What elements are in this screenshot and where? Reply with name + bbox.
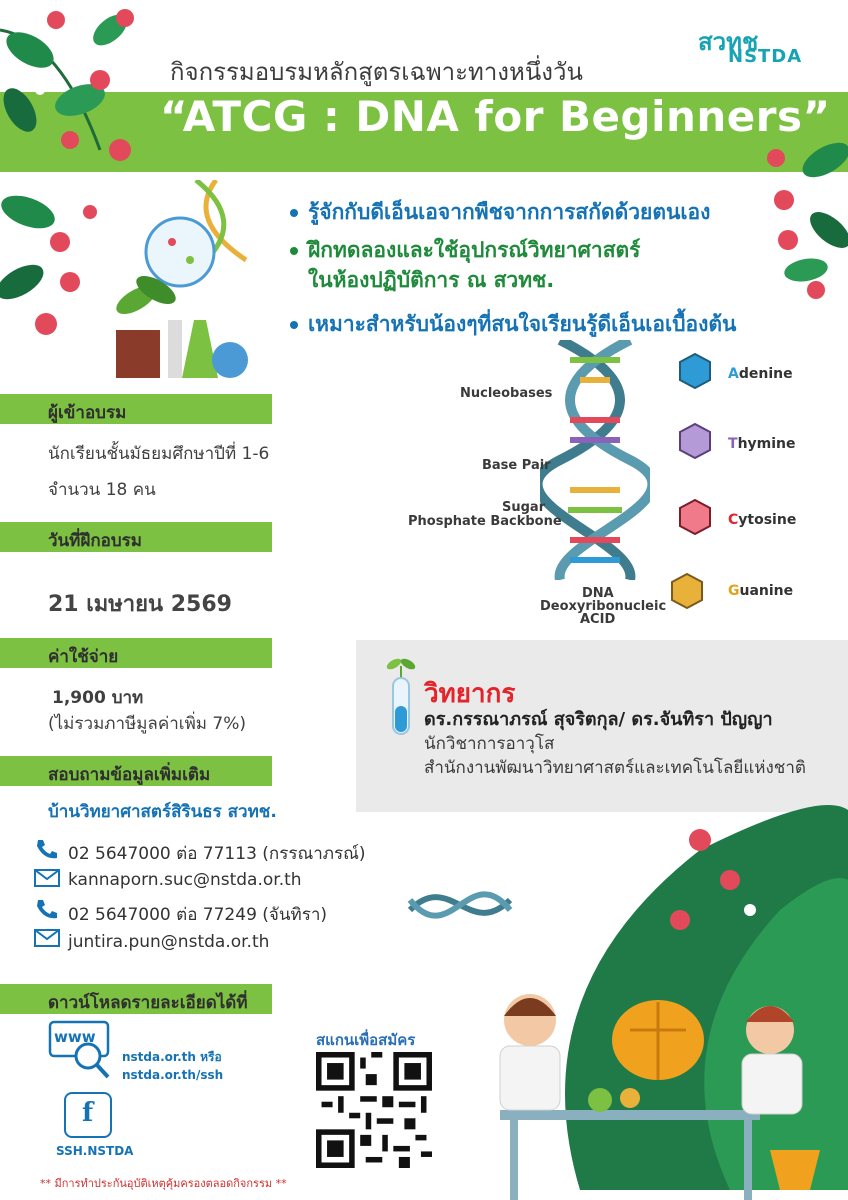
thymine-molecule-icon bbox=[670, 422, 720, 466]
bullet-item-continued: ในห้องปฏิบัติการ ณ สวทช. bbox=[308, 268, 555, 292]
cost-note: (ไม่รวมภาษีมูลค่าเพิ่ม 7%) bbox=[48, 714, 246, 734]
strawberry-plant-top-left bbox=[0, 0, 160, 180]
section-participants: ผู้เข้าอบรม bbox=[0, 394, 272, 424]
section-date: วันที่ฝึกอบรม bbox=[0, 522, 272, 552]
speaker-names: ดร.กรรณาภรณ์ สุจริตกุล/ ดร.จันทิรา ปัญญา bbox=[424, 709, 773, 730]
label-deoxyribonucleic: Deoxyribonucleic bbox=[540, 599, 667, 614]
dna-helix-diagram bbox=[540, 340, 650, 580]
base-adenine: Adenine bbox=[728, 366, 793, 382]
section-download: ดาวน์โหลดรายละเอียดได้ที่ bbox=[0, 984, 272, 1014]
speaker-position: นักวิชาการอาวุโส bbox=[424, 734, 555, 754]
email-icon bbox=[34, 866, 60, 888]
nstda-logo: สวทช NSTDA bbox=[698, 28, 803, 67]
bullet-item: เหมาะสำหรับน้องๆที่สนใจเรียนรู้ดีเอ็นเอเบื้องต้น bbox=[290, 308, 736, 341]
insurance-footnote: ** มีการทำประกันอุบัติเหตุคุ้มครองตลอดกิจกรรม ** bbox=[40, 1177, 287, 1190]
contact-phone-2[interactable]: 02 5647000 ต่อ 77249 (จันทิรา) bbox=[68, 905, 328, 925]
lab-illustration bbox=[106, 180, 266, 380]
strawberry-plant-right bbox=[756, 130, 848, 300]
label-nucleobases: Nucleobases bbox=[460, 386, 553, 401]
guanine-molecule-icon bbox=[660, 572, 720, 616]
test-tube-plant-icon bbox=[386, 656, 416, 738]
link-nstda[interactable]: nstda.or.th หรือ bbox=[122, 1050, 222, 1064]
adenine-molecule-icon bbox=[670, 352, 720, 396]
section-cost: ค่าใช้จ่าย bbox=[0, 638, 272, 668]
www-search-icon: www bbox=[48, 1020, 112, 1080]
base-guanine: Guanine bbox=[728, 583, 794, 599]
bullet-item: ฝึกทดลองและใช้อุปกรณ์วิทยาศาสตร์ bbox=[290, 234, 640, 267]
facebook-icon: f bbox=[64, 1092, 112, 1138]
bullet-dot-icon bbox=[290, 247, 298, 255]
event-subtitle: กิจกรรมอบรมหลักสูตรเฉพาะทางหนึ่งวัน bbox=[170, 58, 583, 86]
bullet-item: รู้จักกับดีเอ็นเอจากพืชจากการสกัดด้วยตนเอง bbox=[290, 196, 710, 229]
strawberry-plant-left bbox=[0, 182, 100, 352]
facebook-page-link[interactable]: SSH.NSTDA bbox=[56, 1144, 134, 1158]
cost-value: 1,900 บาท bbox=[52, 688, 144, 708]
label-acid: ACID bbox=[580, 612, 616, 627]
phone-icon bbox=[34, 898, 60, 920]
base-thymine: Thymine bbox=[728, 436, 796, 452]
label-base-pair: Base Pair bbox=[482, 458, 551, 473]
kids-lab-illustration bbox=[400, 790, 848, 1200]
phone-icon bbox=[34, 838, 60, 860]
bullet-dot-icon bbox=[290, 321, 298, 329]
contact-email-2[interactable]: juntira.pun@nstda.or.th bbox=[68, 932, 270, 952]
participants-level: นักเรียนชั้นมัธยมศึกษาปีที่ 1-6 bbox=[48, 444, 270, 464]
contact-org: บ้านวิทยาศาสตร์สิรินธร สวทช. bbox=[48, 802, 277, 822]
section-contact: สอบถามข้อมูลเพิ่มเติม bbox=[0, 756, 272, 786]
label-sugar: Sugar bbox=[502, 500, 546, 515]
event-title: “ATCG : DNA for Beginners” bbox=[160, 92, 831, 141]
contact-email-1[interactable]: kannaporn.suc@nstda.or.th bbox=[68, 870, 302, 890]
participants-count: จำนวน 18 คน bbox=[48, 480, 156, 500]
training-date: 21 เมษายน 2569 bbox=[48, 592, 232, 617]
speaker-heading: วิทยากร bbox=[424, 679, 516, 709]
qr-title: สแกนเพื่อสมัคร bbox=[316, 1031, 416, 1049]
email-icon bbox=[34, 926, 60, 948]
bullet-dot-icon bbox=[290, 209, 298, 217]
cytosine-molecule-icon bbox=[670, 498, 720, 542]
label-dna: DNA bbox=[582, 586, 614, 601]
base-cytosine: Cytosine bbox=[728, 512, 797, 528]
speaker-organization: สำนักงานพัฒนาวิทยาศาสตร์และเทคโนโลยีแห่งชาติ bbox=[424, 758, 806, 778]
label-phosphate-backbone: Phosphate Backbone bbox=[408, 514, 562, 529]
contact-phone-1[interactable]: 02 5647000 ต่อ 77113 (กรรณาภรณ์) bbox=[68, 844, 366, 864]
link-nstda-ssh[interactable]: nstda.or.th/ssh bbox=[122, 1068, 224, 1082]
